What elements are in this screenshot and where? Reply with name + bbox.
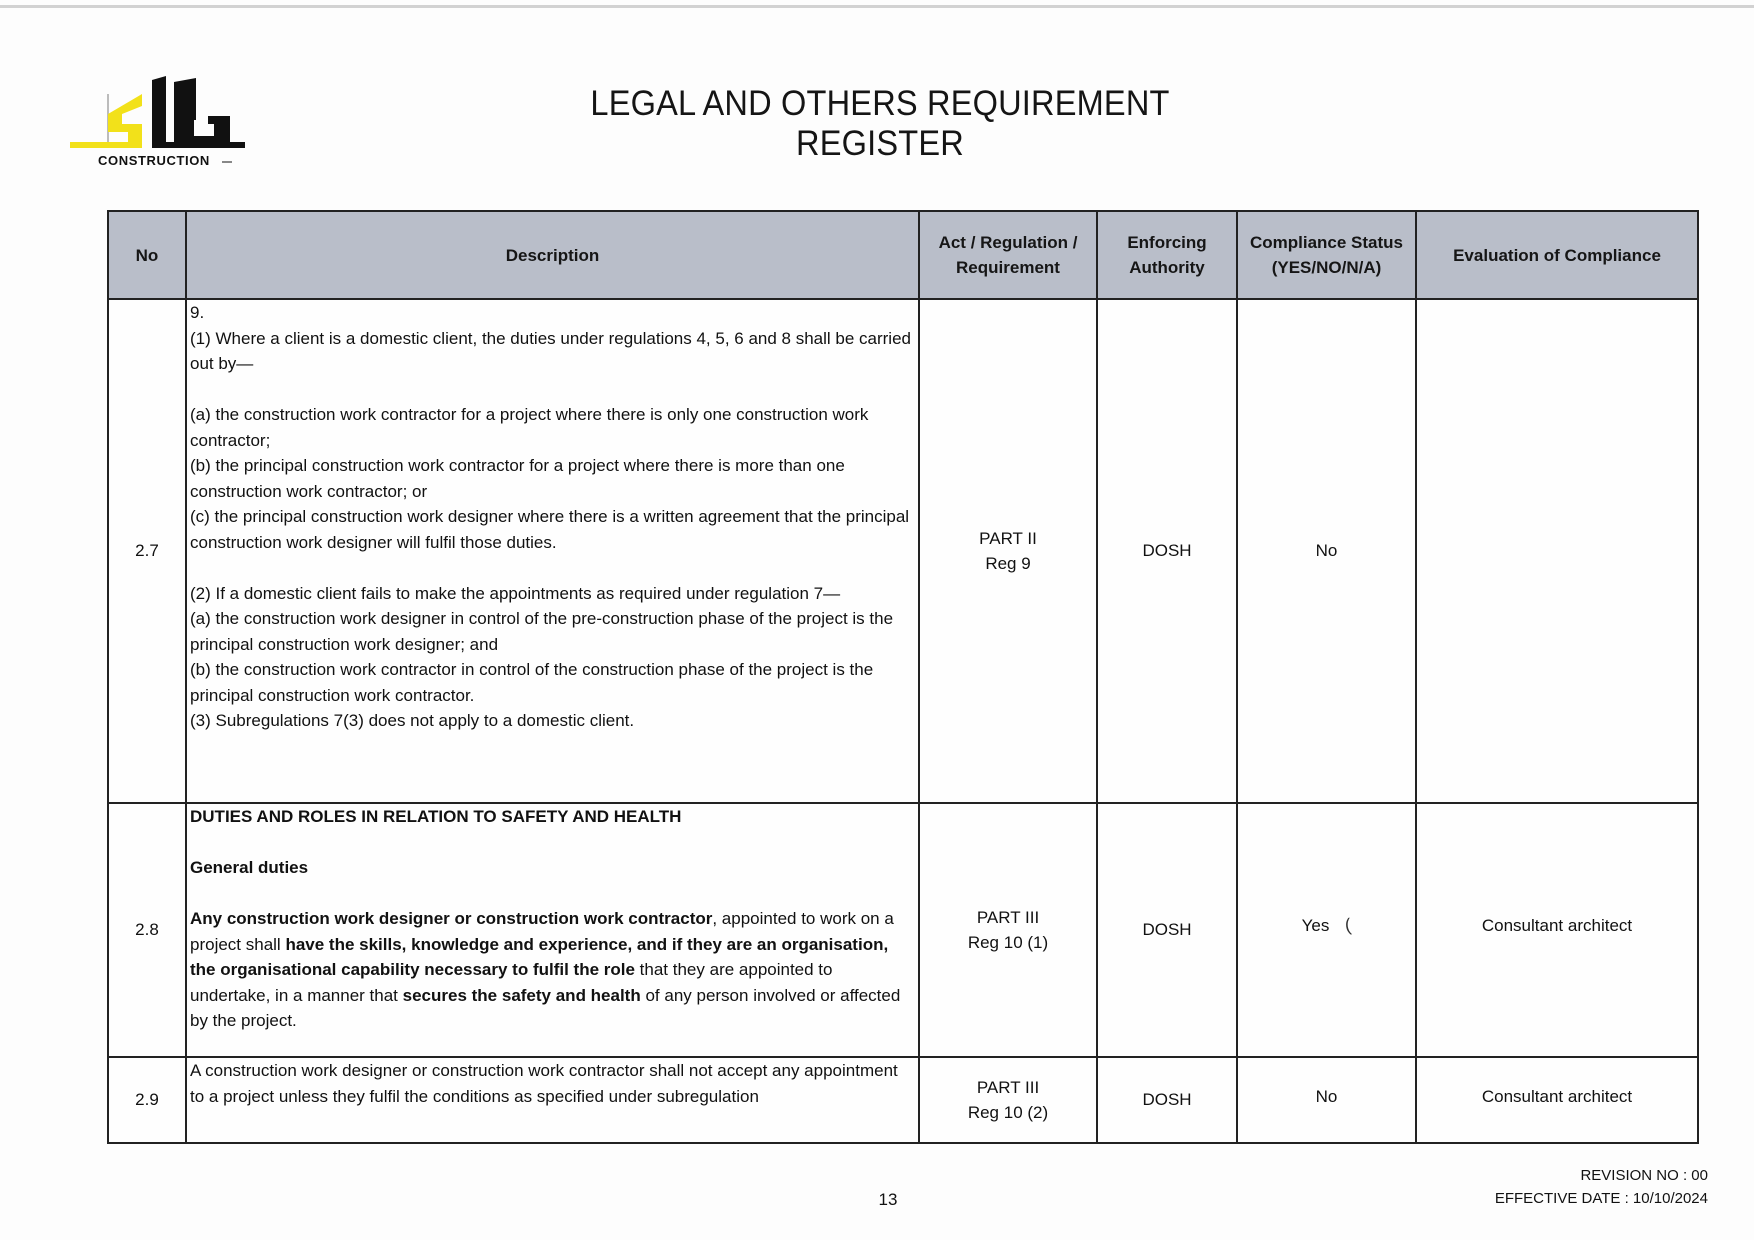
section-heading: DUTIES AND ROLES IN RELATION TO SAFETY AND HEALTH — [190, 807, 682, 826]
top-rule — [0, 5, 1754, 8]
handwritten-check-mark-icon: ( — [1343, 914, 1353, 936]
column-header-act-regulation: Act / Regulation / Requirement — [919, 211, 1097, 299]
column-header-compliance-status: Compliance Status (YES/NO/N/A) — [1237, 211, 1416, 299]
effective-date: EFFECTIVE DATE : 10/10/2024 — [1494, 1190, 1708, 1207]
column-header-no: No — [108, 211, 186, 299]
cell-compliance-status: No — [1237, 1057, 1416, 1143]
cell-no: 2.9 — [108, 1057, 186, 1143]
table-row — [108, 803, 1698, 1057]
cell-act-regulation: PART II Reg 9 — [919, 299, 1097, 803]
cell-enforcing-authority: DOSH — [1097, 803, 1237, 1057]
page-number: 13 — [878, 1190, 898, 1209]
table-header-row — [108, 211, 1698, 299]
cell-compliance-status: No — [1237, 299, 1416, 803]
cell-compliance-status: Yes ( — [1237, 803, 1416, 1057]
cell-description: 9. (1) Where a client is a domestic client, the duties under regulations 4, 5, 6 and 8 shall be carried out by— (a) the construction work contractor for a project where there is only one construction work contractor; (b) the principal construction work contractor for a project where there is more than one construction work contractor; or (c) the principal construction work designer where there is a written agreement that the principal construction work designer will fulfil those duties. (2) If a domestic client fails to make the appointments as required under regulation 7— (a) the construction work designer in control of the pre-construction phase of the project is the principal construction work designer; and (b) the construction work contractor in control of the construction phase of the project is the principal construction work contractor. (3) Subregulations 7(3) does not apply to a domestic client. — [186, 299, 919, 803]
cell-description: A construction work designer or construction work contractor shall not accept any appointment to a project unless they fulfil the conditions as specified under subregulation — [186, 1057, 919, 1143]
cell-no: 2.7 — [108, 299, 186, 803]
column-header-evaluation: Evaluation of Compliance — [1416, 211, 1698, 299]
table-row — [108, 1057, 1698, 1143]
cell-enforcing-authority: DOSH — [1097, 299, 1237, 803]
table-row — [108, 299, 1698, 803]
slg-construction-logo-icon — [70, 76, 245, 168]
column-header-description: Description — [186, 211, 919, 299]
cell-enforcing-authority: DOSH — [1097, 1057, 1237, 1143]
requirement-register-table — [107, 210, 1699, 1144]
column-header-enforcing-authority: Enforcing Authority — [1097, 211, 1237, 299]
revision-block — [1495, 1164, 1708, 1210]
section-subheading: General duties — [190, 858, 309, 877]
cell-description: DUTIES AND ROLES IN RELATION TO SAFETY AND HEALTH General duties Any construction work designer or construction work contractor, appointed to work on a project shall have the skills, knowledge and experience, and if they are an organisation, the organisational capability necessary to fulfil the role that they are appointed to undertake, in a manner that secures the safety and health of any person involved or affected by the project. — [186, 803, 919, 1057]
cell-no: 2.8 — [108, 803, 186, 1057]
company-logo — [70, 76, 245, 168]
svg-text:CONSTRUCTION: CONSTRUCTION — [98, 153, 210, 168]
cell-evaluation — [1416, 299, 1698, 803]
cell-evaluation: Consultant architect — [1416, 803, 1698, 1057]
cell-act-regulation: PART III Reg 10 (1) — [919, 803, 1097, 1057]
cell-evaluation: Consultant architect — [1416, 1057, 1698, 1143]
document-title: LEGAL AND OTHERS REQUIREMENT REGISTER — [590, 84, 1170, 163]
cell-act-regulation: PART III Reg 10 (2) — [919, 1057, 1097, 1143]
revision-number: REVISION NO : 00 — [1580, 1167, 1708, 1184]
